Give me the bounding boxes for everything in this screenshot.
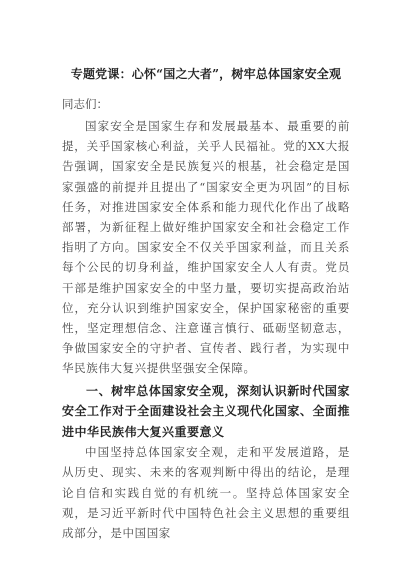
section-paragraph: 中国坚持总体国家安全观，走和平发展道路，是从历史、现实、未来的客观判断中得出的结论，是理论自信和实践自觉的有机统一。坚持总体国家安全观，是习近平新时代中国特色社会主义思想的重要组成部分，是中国国家 <box>62 445 350 540</box>
document-title: 专题党课：心怀“国之大者”，树牢总体国家安全观 <box>70 67 342 81</box>
section-heading: 一、树牢总体国家安全观，深刻认识新时代国家安全工作对于全面建设社会主义现代化国家、全面推进中华民族伟大复兴重要意义 <box>62 383 350 439</box>
intro-paragraph: 国家安全是国家生存和发展最基本、最重要的前提，关乎国家核心利益，关乎人民福祉。党的XX大报告强调，国家安全是民族复兴的根基，社会稳定是国家强盛的前提并且提出了“国家安全更为巩固”的目标任务，对推进国家安全体系和能力现代化作出了战略部署，为新征程上做好维护国家安全和社会稳定工作指明了方向。国家安全不仅关乎国家利益，而且关系每个公民的切身利益，维护国家安全人人有责。党员干部是维护国家安全的中坚力量，要切实提高政治站位，充分认识到维护国家安全，保护国家秘密的重要性，坚定理想信念、注意谨言慎行、砥砺坚韧意志，争做国家安全的守护者、宣传者、践行者，为实现中华民族伟大复兴提供坚强安全保障。 <box>62 119 350 376</box>
salutation: 同志们： <box>62 97 108 111</box>
